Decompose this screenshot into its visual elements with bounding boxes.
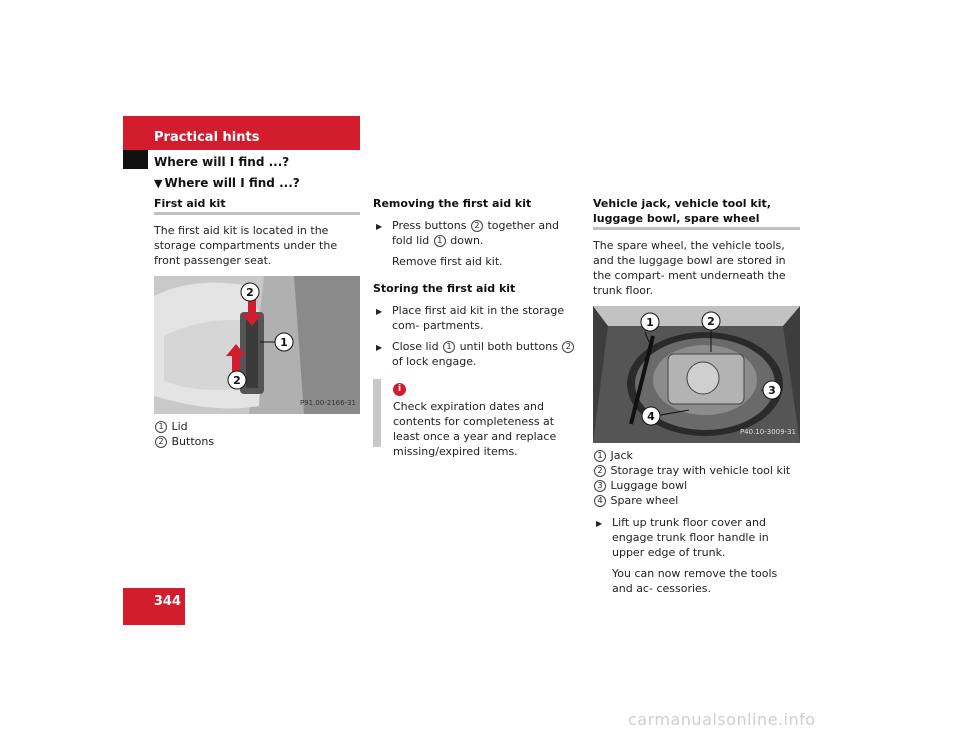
legend-label: Buttons <box>171 435 215 448</box>
legend-label: Storage tray with vehicle tool kit <box>610 464 791 477</box>
heading-storing: Storing the first aid kit <box>373 282 516 295</box>
removing-note: Remove first aid kit. <box>392 255 503 268</box>
legend-item <box>593 463 800 478</box>
callout-number: 1 <box>594 450 606 462</box>
arrow-right-icon: ▶ <box>376 222 383 231</box>
callout-number: 1 <box>155 421 167 433</box>
figure-trunk <box>593 306 800 443</box>
section-tab-marker <box>123 150 148 169</box>
legend-label: Luggage bowl <box>610 479 688 492</box>
svg-text:2: 2 <box>233 374 241 387</box>
step-text: Press buttons <box>392 219 467 232</box>
page-number: 344 <box>153 594 181 609</box>
legend-item <box>154 419 360 434</box>
arrow-right-icon: ▶ <box>376 307 383 316</box>
page-subtitle: Where will I find ...? <box>154 155 290 169</box>
heading-spare-wheel: Vehicle jack, vehicle tool kit, luggage bowl, spare wheel <box>593 196 800 230</box>
column-removing-storing <box>373 196 579 459</box>
callout-number: 1 <box>434 235 446 247</box>
figure-code: P91.00-2166-31 <box>299 399 356 407</box>
svg-text:1: 1 <box>646 316 654 329</box>
step-text: of lock engage. <box>392 355 477 368</box>
svg-text:2: 2 <box>246 286 254 299</box>
legend-item <box>593 478 800 493</box>
svg-text:4: 4 <box>647 410 655 423</box>
svg-text:3: 3 <box>768 384 776 397</box>
info-box <box>373 379 579 459</box>
svg-text:1: 1 <box>280 336 288 349</box>
callout-number: 2 <box>562 341 574 353</box>
callout-number: 2 <box>594 465 606 477</box>
tools-note: You can now remove the tools and ac- cessories. <box>612 567 778 595</box>
section-title <box>154 176 300 190</box>
triangle-down-icon: ▼ <box>154 177 163 190</box>
callout-number: 2 <box>471 220 483 232</box>
callout-number: 4 <box>594 495 606 507</box>
trunk-illustration <box>593 306 800 443</box>
step-text: until both buttons <box>459 340 558 353</box>
heading-removing: Removing the first aid kit <box>373 197 532 210</box>
step-removing <box>373 218 579 248</box>
chapter-title: Practical hints <box>154 130 260 145</box>
step-text: Place first aid kit in the storage com- partments. <box>392 304 565 332</box>
svg-text:2: 2 <box>707 315 715 328</box>
section-title-text: Where will I find ...? <box>164 176 300 190</box>
step-storing-1 <box>373 303 579 333</box>
callout-number: 1 <box>443 341 455 353</box>
figure-code: P40.10-3009-31 <box>739 428 796 436</box>
watermark: carmanualsonline.info <box>628 710 816 729</box>
step-lift-floor <box>593 515 800 560</box>
legend-item <box>593 448 800 463</box>
legend-label: Lid <box>171 420 188 433</box>
step-text: Close lid <box>392 340 439 353</box>
legend-item <box>593 493 800 508</box>
spare-wheel-intro: The spare wheel, the vehicle tools, and the luggage bowl are stored in the compart- ment underneath the trunk floor. <box>593 239 786 297</box>
callout-number: 3 <box>594 480 606 492</box>
step-text: Lift up trunk floor cover and engage trunk floor handle in upper edge of trunk. <box>612 516 769 559</box>
first-aid-illustration <box>154 276 360 414</box>
column-first-aid <box>154 196 360 449</box>
step-storing-2 <box>373 339 579 369</box>
column-spare-wheel <box>593 196 800 604</box>
arrow-right-icon: ▶ <box>376 343 383 352</box>
callout-number: 2 <box>155 436 167 448</box>
figure-first-aid <box>154 276 360 414</box>
step-text: together and fold lid <box>392 219 560 247</box>
page-number-box <box>123 588 185 625</box>
legend-label: Jack <box>610 449 633 462</box>
arrow-right-icon: ▶ <box>596 519 603 528</box>
legend-item <box>154 434 360 449</box>
step-text: down. <box>450 234 484 247</box>
heading-first-aid: First aid kit <box>154 196 360 215</box>
info-icon: i <box>393 383 406 396</box>
info-text: Check expiration dates and contents for completeness at least once a year and replace missing/expired items. <box>393 400 557 458</box>
info-bar <box>373 379 381 447</box>
legend-label: Spare wheel <box>610 494 679 507</box>
first-aid-intro: The first aid kit is located in the storage compartments under the front passenger seat. <box>154 224 338 267</box>
